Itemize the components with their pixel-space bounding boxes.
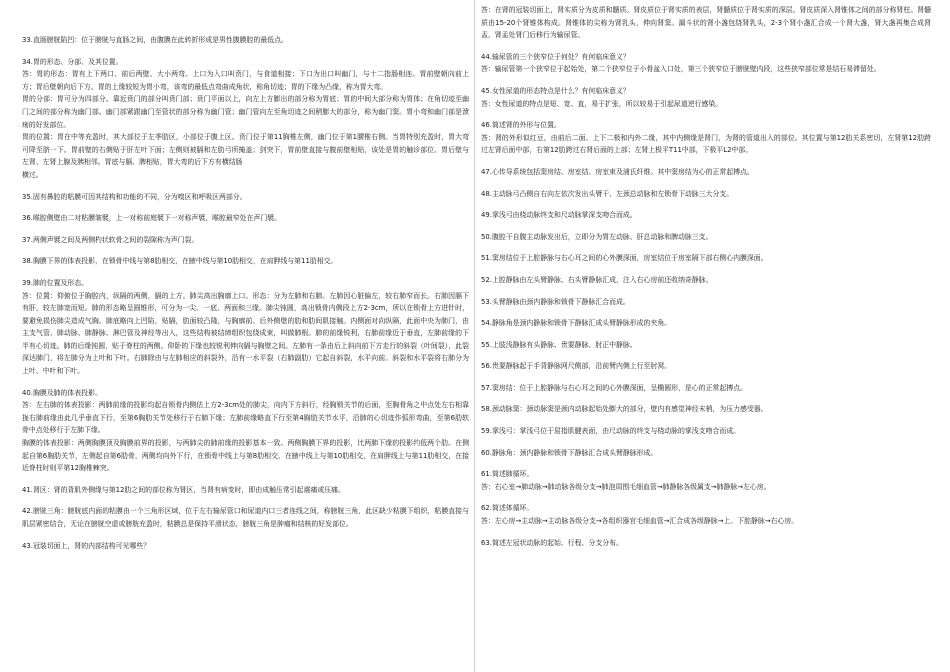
question-q44 [481, 51, 931, 76]
question-q50 [481, 231, 931, 244]
question-text: 50.腹腔干自腹主动脉发出后，立即分为胃左动脉、肝总动脉和脾动脉三支。 [481, 232, 713, 241]
question-q61 [481, 468, 931, 493]
question-text: 33.直肠膀胱陷凹：位于膀胱与直肠之间，由腹膜在此转折形成是男性腹膜腔的最低点。 [22, 36, 288, 44]
question-text: 53.头臂静脉由颈内静脉和锁骨下静脉汇合而成。 [481, 297, 630, 306]
question-q53 [481, 296, 931, 309]
question-q54 [481, 317, 931, 330]
question-q59 [481, 425, 931, 438]
question-q56 [481, 360, 931, 373]
question-q42 [22, 505, 469, 530]
question-q49 [481, 209, 931, 222]
question-q38 [22, 255, 469, 268]
question-text: 49.掌浅弓由桡动脉终支和尺动脉掌深支吻合而成。 [481, 211, 637, 220]
question-text: 35.固有鼻腔的粘膜可因其结构和功能的不同，分为嗅区和呼吸区两部分。 [22, 192, 247, 201]
question-text: 答：在肾的冠装切面上，肾实质分为皮质和髓质。肾皮质位于肾实质的表层，肾髓质位于肾实质的深层。肾皮质深入肾锥体之间的部分称肾柱。肾髓质由15-20个肾锥体构成。肾锥体的尖称为肾乳头，伸向肾窦。漏斗状的肾小盏包绕肾乳头，2-3个肾小盏汇合成一个肾大盏，肾大盏再集合成肾盂，肾盂处肾门后移行为输尿管。 [481, 6, 931, 40]
question-q46 [481, 119, 931, 157]
question-text: 41.肾区：肾的背肌外侧缘与第12肋之间的部位称为肾区，当肾有病变时，即由成触压常引起震痛或压痛。 [22, 485, 345, 494]
question-text: 34.胃的形态、分部、及其位置。 [22, 57, 123, 66]
question-q35 [22, 191, 469, 204]
question-text: 45.女性尿道的形态特点是什么？有何临床意义？ [481, 86, 630, 95]
answer-text: 横过。 [22, 170, 43, 179]
question-text: 39.肺的位置及形态。 [22, 278, 89, 287]
question-q62 [481, 502, 931, 527]
question-text: 51.窦房结位于上腔静脉与右心耳之间的心外膜深面，房室结位于房室隔下部右侧心内膜深面。 [481, 254, 768, 263]
question-q51 [481, 252, 931, 265]
answer-text: 答：位置：仰俯位于胸腔内，纵隔的两侧，膈的上方。肺尖高出胸廓上口。形态：分为左肺和右肺。左肺因心脏偏左，较右肺窄而长。右肺因膈下有肝，较左肺宽而短。肺的形态略呈圆锥形，可分为一尖、一底、两面和三缘。肺尖钝圆，高出锁骨内侧段上方2-3cm，所以在锁骨上方进针时，要避免损伤肺尖造成气胸。肺底略向上凹陷，贴膈，肋面较凸隆，与胸廓前、后外侧壁的肋和肋间肌接触。内侧面对向纵隔，此面中央为肺门，由主支气管、肺动脉、肺静脉、淋巴管及神经等出入，这些结构被结缔组织包绕成束，叫做肺根。肺的前缘锐利，右肺前缘近于垂直，左肺前缘的下半有心切迹。肺的后缘钝圆，贴于脊柱的两侧。仰卧的下缘也较锐利伸向膈与胸壁之间。左肺有一条由后上斜向前下方走行的斜裂（叶间裂），此裂深达肺门，将左肺分为上叶和下叶。右肺除由与左肺相应的斜裂外，沿有一水平裂（右肺副肋）它起自斜裂，水平向前。斜裂和水平裂将右肺分为上叶、中叶和下叶。 [22, 291, 469, 376]
question-q34 [22, 56, 469, 182]
question-text: 52.上腔静脉由左头臂静脉、右头臂静脉汇成，注入右心房前还收纳奇静脉。 [481, 275, 713, 284]
question-text: 57.窦房结：位于上腔静脉与右心耳之间的心外膜深面，呈椭圆形，是心的正常起搏点。 [481, 383, 747, 392]
question-text: 58.颈动脉窦：颈动脉窦是颈内动脉起始处膨大的部分，壁内有感觉神经末梢，为压力感受器。 [481, 405, 768, 414]
question-text: 43.冠装切面上，肾的内部结构可见哪些？ [22, 541, 151, 550]
answer-text: 答：胃的形态：胃有上下两口、前后两壁、大小两弯。上口为入口叫贲门，与食道相接；下口为出口叫幽门，与十二指肠相连。胃前壁朝向前上方；胃后壁朝向后下方。胃的上缘较短为胃小弯，该弯的最低点弯曲成角状，称角切迹；胃的下缘为凸缘，称为胃大弯。 [22, 70, 469, 91]
question-q58 [481, 403, 931, 416]
question-q39 [22, 277, 469, 378]
question-q63 [481, 537, 931, 550]
question-text: 60.静脉角：颈内静脉和锁骨下静脉汇合成头臂静脉形成。 [481, 448, 658, 457]
question-q40 [22, 387, 469, 475]
question-q55 [481, 339, 931, 352]
question-text: 63.简述左冠状动脉的起始、行程、分支分布。 [481, 538, 623, 547]
answer-text: 答：左心房→主动脉→主动脉各级分支→各组织器官毛细血管→汇合成各级静脉→上、下腔静脉→右心房。 [481, 517, 799, 526]
question-q41 [22, 484, 469, 497]
question-q45 [481, 85, 931, 110]
question-text: 40.胸膜及肺的体表投影。 [22, 388, 102, 397]
answer-text: 胸膜的体表投影：两侧胸膜顶及胸膜前界的投影，与两肺尖的肺前缘的投影基本一致。两侧胸膜下界的投影，比两肺下缘的投影约低两个肋。在侧起自第6胸肋关节，左侧起自第6肋骨，两侧均向外下行，在锁骨中线上与第8肋相交，在腋中线上与第10肋相交，在肩胛线上与第11肋相交，在接近脊柱时则平第12胸椎棘突。 [22, 439, 469, 473]
column-divider [474, 0, 475, 672]
question-text: 44.输尿管的三个狭窄位于何处？有何临床意义？ [481, 52, 630, 61]
question-q43a [481, 4, 931, 42]
question-text: 48.主动脉弓凸侧自右向左依次发出头臂干、左颈总动脉和左锁骨下动脉三大分支。 [481, 189, 734, 198]
question-q43 [22, 540, 469, 553]
answer-text: 答：女性尿道的特点是短、宽、直，易于扩张，所以较易于引起尿道逆行感染。 [481, 99, 723, 108]
question-q48 [481, 188, 931, 201]
answer-text: 答：右心室→肺动脉→肺动脉各级分支→肺泡周围毛细血管→肺静脉各级属支→肺静脉→左心房。 [481, 482, 771, 491]
question-text: 54.静脉角是颈内静脉和锁骨下静脉汇成头臂静脉形成的夹角。 [481, 319, 672, 328]
question-text: 61.简述肺循环。 [481, 470, 534, 479]
question-text: 55.上肢浅静脉有头静脉、贵要静脉、肘正中静脉。 [481, 340, 637, 349]
question-q37 [22, 234, 469, 247]
question-q47 [481, 166, 931, 179]
answer-text: 胃的位置：胃在中等充盈时，其大部位于左季肋区，小部位于腹上区。贲门位于第11胸椎左侧，幽门位于第1腰椎右侧。当胃特别充盈时，胃大弯可降至脐一下。胃前壁的右侧贴于肝左叶下面；左侧则被膈和左肋弓所掩盖；剑突下，胃前壁直接与腹前壁相贴，该处是胃的触诊部位。胃后壁与左肾、左肾上腺及胰相邻。胃底与膈、脾相贴，胃大弯的后下方有横结肠 [22, 133, 469, 167]
question-text: 42.膀胱三角：膀胱底内面的粘膜由一个三角形区域，位于左右输尿管口和尿道内口三者连线之间，称膀胱三角，此区缺少粘膜下组织，粘膜直接与肌层紧密结合，无论在膀胱空虚或膀胱充盈时，粘膜总是保持平滑状态，膀胱三角是肿瘤和结核的好发部位。 [22, 507, 469, 528]
question-q36 [22, 212, 469, 225]
question-text: 56.贵要静脉起于手背静脉网尺侧部，沿前臂内侧上行至肘窝。 [481, 362, 672, 371]
right-column [481, 0, 931, 672]
question-q52 [481, 274, 931, 287]
question-text: 38.胸膜下界的体表投影，在锁骨中线与第8肋相交，在腋中线与第10肋相交，在肩胛线与第11肋相交。 [22, 257, 338, 266]
answer-text: 答：左右肺的体表投影：两肺前缘的投影均起自锁骨内侧估上方2-3cm处的肺尖，向内下方斜行，经胸锁关节的后面，至胸骨角之中点处左右相靠拢右肺前缘由此几乎垂直下行，至第6胸肋关节处移行于右肺下缘；左肺前缘略直下行至第4胸肋关节水平，沿肺的心切迹作弧形弯曲，至第6肋软骨中点处移行于左肺下缘。 [22, 401, 469, 435]
question-q60 [481, 447, 931, 460]
question-text: 62.简述体循环。 [481, 504, 534, 513]
question-text: 47.心传导系统包括窦房结、房室结、房室束及浦氏纤维。其中窦房结为心的正常起搏点。 [481, 167, 754, 176]
left-column [22, 0, 469, 672]
answer-text: 胃的分部：胃可分为四部分。靠近贲门的部分叫贲门部；贲门平面以上，向左上方膨出的部分称为胃底；胃的中间大部分称为胃体；在角切迹至幽门之间的部分称为幽门部。幽门部紧跟幽门至管状的部分称为幽门管；幽门管向左至角切迹之间稍膨大的部分，称为幽门窦。胃小弯和幽门部是溃疡的好发部位。 [22, 95, 469, 129]
answer-text: 答：肾的外形似红豆，由前后二面、上下二极和内外二缘，其中内侧缘是肾门，为肾的管道出入的部位。其位置与第12肋关系密切，左肾第12肋跨过左肾后面中部，右第12肋跨过右肾后面的上部；左肾上极平T11中部，下极平L2中部。 [481, 133, 931, 155]
answer-text: 答：输尿管第一个狭窄位于起始处，第二个狭窄位于小骨盆入口处，第三个狭窄位于膀胱壁内段，这些狭窄部位常是结石易滞留处。 [481, 65, 881, 74]
question-text: 36.喉腔侧壁由二对粘膜皱襞，上一对称前庭襞下一对称声襞，喉腔最窄处在声门襞。 [22, 214, 282, 223]
question-text: 46.简述肾的外形与位置。 [481, 121, 561, 130]
question-text: 37.两侧声襞之间及两侧杓状软骨之间的裂隙称为声门裂。 [22, 235, 199, 244]
question-text: 59.掌浅弓：掌浅弓位于屈指肌腱表面，由尺动脉的终支与桡动脉的掌浅支吻合而成。 [481, 427, 741, 436]
question-q33 [22, 34, 469, 47]
question-q57 [481, 382, 931, 395]
